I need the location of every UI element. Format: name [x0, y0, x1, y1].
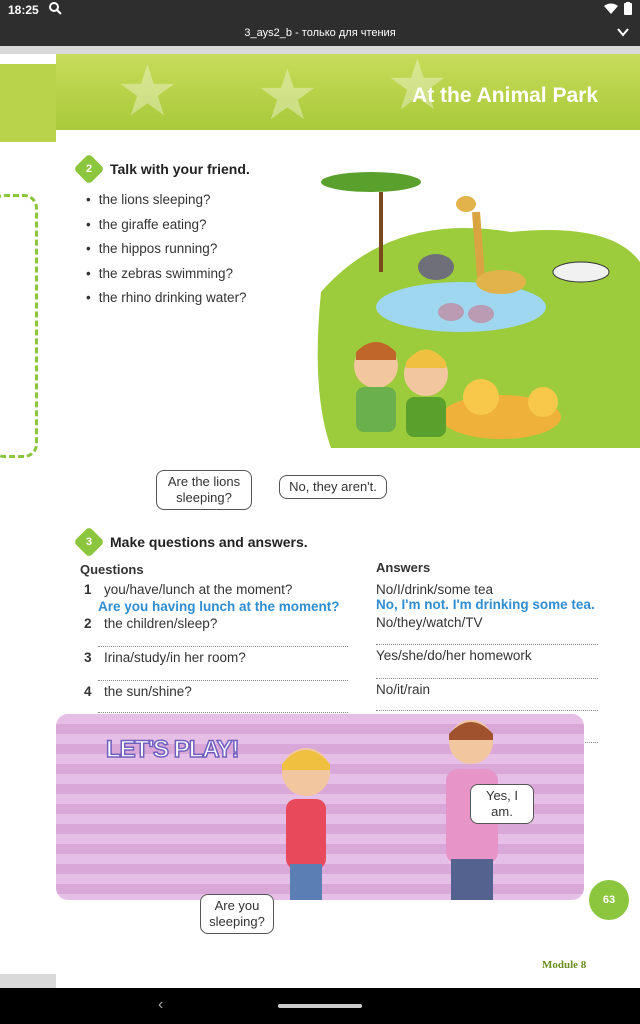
question-row: 4 the sun/shine?: [84, 684, 192, 699]
answer-prompt: No/it/rain: [376, 682, 431, 697]
question-row: 2 the children/sleep?: [84, 616, 218, 631]
section-heading-text: Make questions and answers.: [110, 534, 308, 550]
section-heading-text: Talk with your friend.: [110, 161, 250, 177]
section-2-heading: [78, 158, 250, 180]
list-item: • the lions sleeping?: [86, 188, 247, 213]
battery-icon: [624, 2, 632, 18]
list-item: • the rhino drinking water?: [86, 286, 247, 311]
question-row: 1 you/have/lunch at the moment?: [84, 582, 293, 597]
answer-prompt: Yes/she/do/her homework: [376, 648, 532, 663]
system-nav-bar: [0, 988, 640, 1024]
animal-park-illustration: [311, 142, 640, 448]
list-item: • the hippos running?: [86, 237, 247, 262]
speech-bubble-answer: No, they aren't.: [279, 475, 387, 499]
talk-prompt-list: [86, 188, 247, 311]
list-item: • the giraffe eating?: [86, 213, 247, 238]
answers-column-title: Answers: [376, 560, 431, 575]
star-decoration: ★: [386, 46, 449, 124]
answer-line[interactable]: [98, 712, 348, 713]
back-chevron-icon[interactable]: ‹: [158, 996, 164, 1013]
questions-column-title: Questions: [80, 562, 144, 577]
page-number-badge: 63: [589, 880, 629, 920]
status-bar: [0, 0, 640, 20]
speech-bubble-question: Are the lions sleeping?: [156, 470, 252, 510]
search-icon[interactable]: [49, 2, 62, 18]
answer-line[interactable]: [376, 710, 598, 711]
example-answer: No, I'm not. I'm drinking some tea.: [376, 597, 595, 612]
page-header: [56, 46, 640, 134]
star-decoration: ★: [116, 52, 179, 130]
previous-page-header: [0, 64, 56, 142]
speech-bubble-boy: Yes, I am.: [470, 784, 534, 824]
answer-prompt: No/I/drink/some tea: [376, 582, 494, 597]
module-label: Module 8: [542, 959, 587, 971]
section-3-heading: [78, 531, 308, 553]
speech-bubble-girl: Are you sleeping?: [200, 894, 274, 934]
lets-play-logo: LET'S PLAY!: [106, 736, 239, 763]
document-viewer[interactable]: [0, 46, 640, 988]
page-63: [56, 46, 640, 988]
page-title: At the Animal Park: [412, 84, 598, 107]
question-row: 3 Irina/study/in her room?: [84, 650, 246, 665]
previous-page-edge: [0, 54, 56, 974]
answer-line[interactable]: [98, 680, 348, 681]
answer-line[interactable]: [98, 646, 348, 647]
answer-line[interactable]: [376, 644, 598, 645]
example-question: Are you having lunch at the moment?: [98, 599, 340, 614]
star-decoration: ★: [256, 56, 319, 134]
home-gesture-bar[interactable]: [278, 1004, 362, 1008]
list-item: • the zebras swimming?: [86, 262, 247, 287]
answer-prompt: No/they/watch/TV: [376, 615, 483, 630]
document-title: 3_ays2_b - только для чтения: [244, 27, 396, 39]
wifi-icon: [604, 3, 618, 17]
answer-line[interactable]: [376, 678, 598, 679]
document-titlebar: [0, 20, 640, 46]
section-number-badge: 3: [73, 526, 104, 557]
status-time: 18:25: [8, 3, 39, 17]
chevron-down-icon[interactable]: [616, 25, 630, 42]
previous-page-frame: [0, 194, 38, 458]
section-number-badge: 2: [73, 153, 104, 184]
